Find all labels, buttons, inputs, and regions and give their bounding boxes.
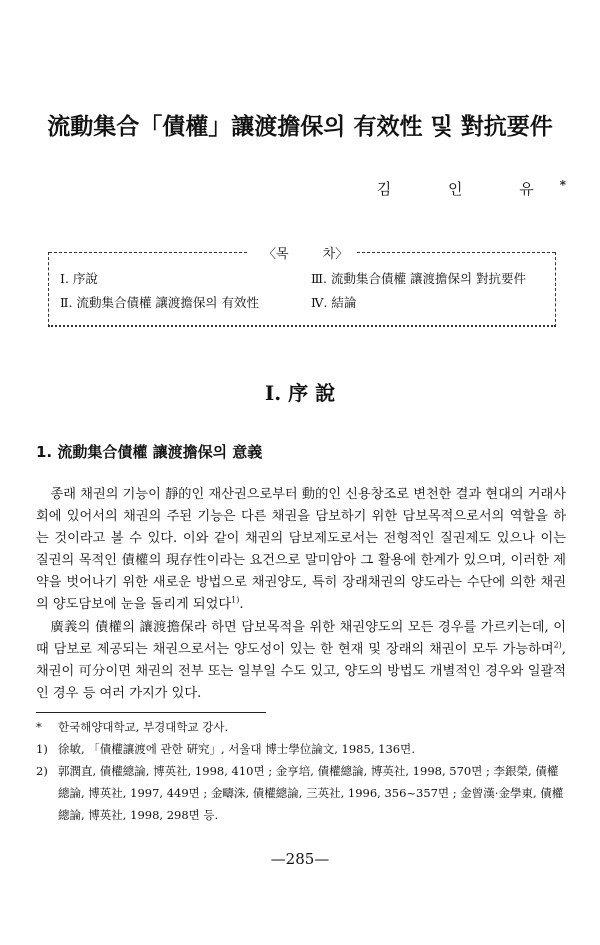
toc-item: Ⅰ. 序說 bbox=[60, 271, 98, 286]
author-footnote-mark: * bbox=[559, 178, 566, 192]
section-title: Ⅰ. 序 說 bbox=[264, 381, 336, 405]
paragraph-text: 廣義의 債權의 讓渡擔保라 하면 담보목적을 위한 채권양도의 모든 경우를 가르키는데, 이때 담보로 제공되는 채권으로서는 양도성이 있는 한 현재 및 장래의 채권이 모두 가능하며 bbox=[36, 619, 566, 657]
paragraph-tail: . bbox=[239, 597, 244, 613]
footnote-text: 徐敏, 「債權讓渡에 관한 硏究」, 서울대 博士學位論文, 1985, 136면. bbox=[58, 742, 415, 756]
footnote bbox=[36, 716, 566, 738]
body-text bbox=[36, 484, 566, 705]
toc-heading-right: 차〉 bbox=[322, 247, 349, 262]
author-name: 김 인 유 bbox=[376, 180, 560, 198]
footnote-divider bbox=[36, 712, 266, 713]
paragraph bbox=[36, 617, 566, 705]
paragraph-tail: , 채권이 可分이면 채권의 전부 또는 일부일 수도 있고, 양도의 방법도 개별적인 경우와 일괄적인 경우 등 여러 가지가 있다. bbox=[36, 641, 566, 701]
toc-item: Ⅲ. 流動集合債權 讓渡擔保의 對抗要件 bbox=[311, 271, 527, 286]
footnote-mark: 2) bbox=[36, 764, 48, 778]
table-of-contents bbox=[48, 247, 556, 327]
footnote bbox=[36, 738, 566, 760]
footnote-text: 郭潤直, 債權總論, 博英社, 1998, 410면 ; 金亨培, 債權總論, 博英社, 1998, 570면 ; 李銀榮, 債權總論, 博英社, 1997, 449면 ; 金疇洙, 債權總論, 三英社, 1996, 356~357면 ; 金曾漢·金學東, 債權總論, 博英社, 1998, 298면 등. bbox=[58, 764, 564, 822]
author bbox=[377, 178, 566, 199]
sub-heading: 1. 流動集合債權 讓渡擔保의 意義 bbox=[36, 443, 263, 461]
toc-heading-left: 〈목 bbox=[263, 247, 289, 262]
toc-item: Ⅱ. 流動集合債權 讓渡擔保의 有效性 bbox=[60, 295, 259, 310]
footnotes bbox=[36, 716, 566, 826]
footnote bbox=[36, 760, 566, 826]
toc-top-border-left bbox=[49, 252, 247, 253]
paragraph bbox=[36, 484, 566, 617]
footnote-mark: * bbox=[36, 720, 42, 734]
page-number: —285— bbox=[270, 850, 330, 868]
paragraph-text: 종래 채권의 기능이 靜的인 재산권으로부터 動的인 신용창조로 변천한 결과 현대의 거래사회에 있어서의 채권의 주된 기능은 다른 채권을 담보하기 위한 담보목적으로서의 역할을 하는 것이라고 볼 수 있다. 이와 같이 채권의 담보제도로서는 전형적인 질권제도 있으나 이는 질권의 목적인 債權의 現存性이라는 요건으로 말미암아 그 활용에 한계가 있으며, 이러한 제약을 벗어나기 위한 새로운 방법으로 채권양도, 특히 장래채권의 양도라는 수단에 의한 채권의 양도담보에 눈을 돌리게 되었다 bbox=[36, 487, 566, 613]
paper-title: 流動集合「債權」讓渡擔保의 有效性 및 對抗要件 bbox=[47, 113, 553, 140]
footnote-ref: 1) bbox=[231, 596, 240, 606]
toc-item: Ⅳ. 結論 bbox=[311, 295, 357, 310]
footnote-mark: 1) bbox=[36, 742, 48, 756]
toc-heading bbox=[263, 243, 348, 262]
footnote-ref: 2) bbox=[553, 640, 562, 650]
footnote-text: 한국해양대학교, 부경대학교 강사. bbox=[58, 720, 229, 734]
toc-top-border-right bbox=[357, 252, 555, 253]
